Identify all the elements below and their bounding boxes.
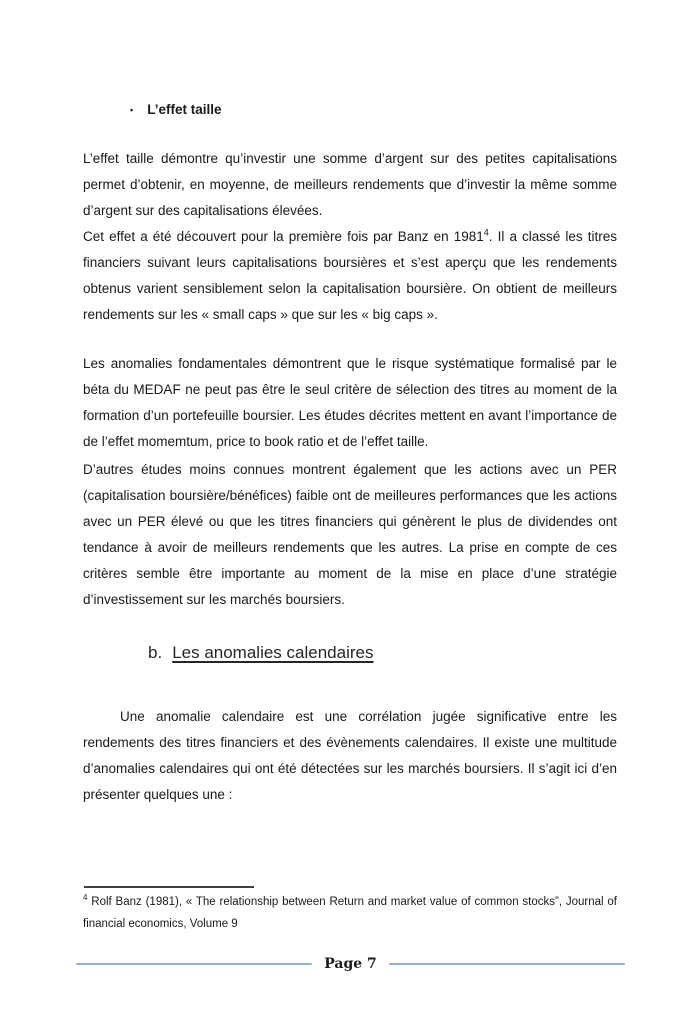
section-heading-anomalies-calendaires: [148, 641, 373, 665]
paragraph-banz-text-cont: . Il a classé les titres financiers suivant leurs capitalisations boursières et s’est aperçu que les rendements obtenus varient sensiblement selon la capitalisation boursière. On obtient de meilleurs rendements sur les « small caps » que sur les « big caps ».: [83, 229, 617, 322]
footnote-marker-4: 4: [83, 893, 88, 903]
bullet-heading: [130, 101, 221, 120]
paragraph-anomalies-fondamentales: Les anomalies fondamentales démontrent que le risque systématique formalisé par le béta du MEDAF ne peut pas être le seul critère de sélection des titres au moment de la formation d’un portefeuille boursier. Les études décrites mettent en avant l’importance de de l’effet momemtum, price to book ratio et de l’effet taille.: [83, 356, 617, 449]
paragraph-per-dividendes: D’autres études moins connues montrent également que les actions avec un PER (capitalisation boursière/bénéfices) faible ont de meilleures performances que les actions avec un PER élevé ou que les titres financiers qui génèrent le plus de dividendes ont tendance à avoir de meilleurs rendements que les autres. La prise en compte de ces critères semble être importante au moment de la mise en place d’une stratégie d’investissement sur les marchés boursiers.: [83, 462, 617, 607]
paragraph-anomalie-calendaire-intro: Une anomalie calendaire est une corrélation jugée significative entre les rendements des titres financiers et des évènements calendaires. Il existe une multitude d’anomalies calendaires qui ont été détectées sur les marchés boursiers. Il s’agit ici d’en présenter quelques une :: [83, 709, 617, 802]
paragraph-effet-taille: L’effet taille démontre qu’investir une somme d’argent sur des petites capitalisations permet d’obtenir, en moyenne, de meilleurs rendements que d’investir la même somme d’argent sur des capitalisations élevées.: [83, 151, 617, 218]
footnote: [83, 891, 617, 935]
footer-right-rule: [389, 963, 625, 965]
bullet-heading-label: L’effet taille: [147, 102, 222, 117]
footnote-separator-rule: [84, 886, 254, 888]
footnote-text: Rolf Banz (1981), « The relationship between Return and market value of common stocks”, Journal of financial economics, Volume 9: [83, 896, 617, 930]
section-heading-title: Les anomalies calendaires: [172, 643, 374, 662]
section-heading-number: b.: [148, 643, 163, 662]
footnote-reference-4: 4: [483, 227, 489, 238]
footer-left-rule: [76, 963, 312, 965]
page-footer: [76, 956, 625, 972]
page-number-label: Page 7: [324, 956, 377, 972]
paragraph-banz: [83, 224, 617, 328]
paragraph-banz-text: Cet effet a été découvert pour la première fois par Banz en 1981: [83, 229, 484, 244]
square-bullet-icon: ▪: [130, 105, 134, 115]
